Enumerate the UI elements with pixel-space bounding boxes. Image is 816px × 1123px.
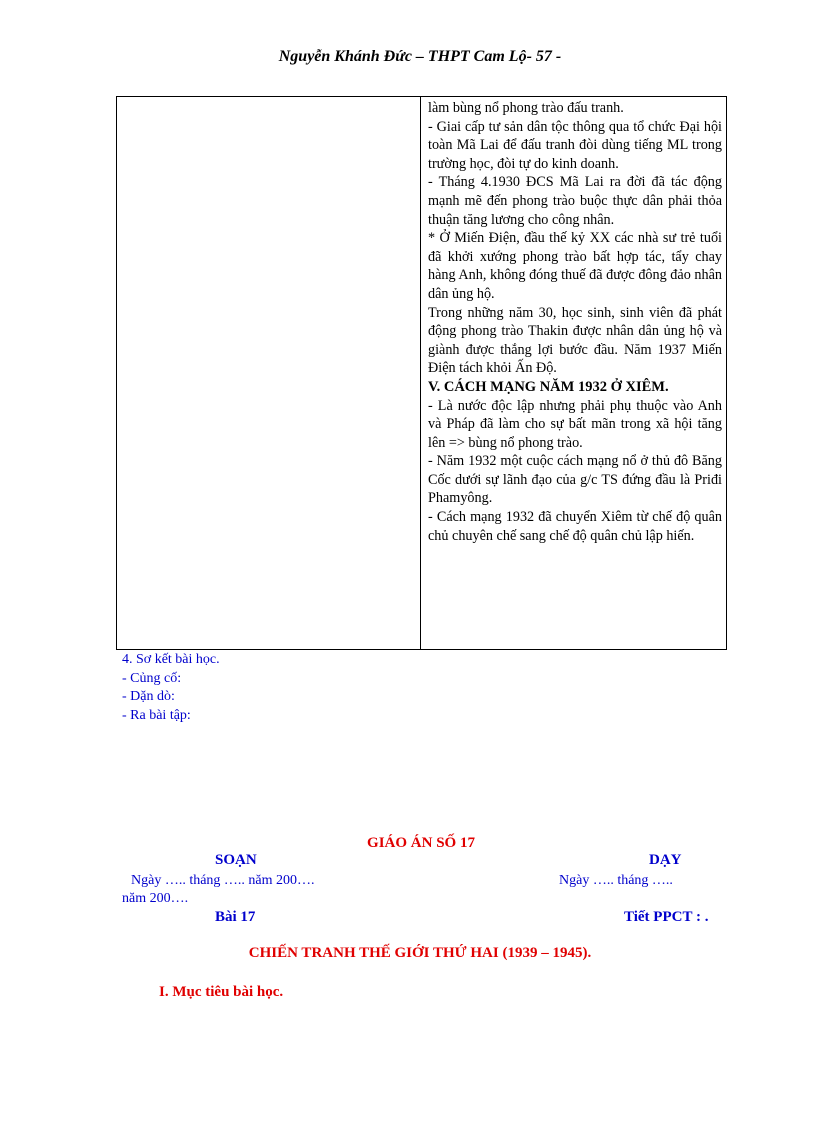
soan-label: SOẠN: [215, 852, 257, 868]
page-header: Nguyễn Khánh Đức – THPT Cam Lộ- 57 -: [278, 48, 562, 65]
paragraph: làm bùng nổ phong trào đấu tranh.: [428, 100, 624, 116]
table-left-cell: [117, 97, 421, 650]
paragraph: - Năm 1932 một cuộc cách mạng nổ ở thủ đô Băng Cốc dưới sự lãnh đạo của g/c TS đứng đầu là Priđi Phamyông.: [428, 453, 722, 507]
day-date: Ngày ….. tháng …..: [559, 873, 673, 888]
summary-item: - Củng cố:: [122, 670, 182, 686]
paragraph: Trong những năm 30, học sinh, sinh viên đã phát động phong trào Thakin được nhân dân ủng hộ và giành được thắng lợi bước đầu. Năm 1937 Miến Điện tách khỏi Ấn Độ.: [428, 304, 722, 377]
lesson-table: [116, 96, 727, 650]
summary-item: - Dặn dò:: [122, 689, 175, 705]
plan-title: GIÁO ÁN SỐ 17: [367, 835, 475, 851]
objective-heading: I. Mục tiêu bài học.: [159, 984, 284, 1000]
paragraph: - Tháng 4.1930 ĐCS Mã Lai ra đời đã tác động mạnh mẽ đến phong trào buộc thực dân phải thỏa thuận tăng lương cho công nhân.: [428, 174, 722, 228]
summary-item: - Ra bài tập:: [122, 707, 191, 723]
date-continuation: năm 200….: [122, 891, 189, 906]
lesson-summary: [122, 651, 220, 725]
paragraph: * Ở Miến Điện, đầu thế kỷ XX các nhà sư trẻ tuổi đã khởi xướng phong trào bất hợp tác, tẩy chay hàng Anh, không đóng thuế đã được đông đảo nhân dân ủng hộ.: [428, 230, 722, 302]
lesson-title: CHIẾN TRANH THẾ GIỚI THỨ HAI (1939 – 1945).: [248, 945, 592, 961]
paragraph: - Giai cấp tư sản dân tộc thông qua tổ chức Đại hội toàn Mã Lai để đấu tranh đòi dùng tiếng ML trong trường học, đòi tự do kinh doanh.: [428, 118, 722, 172]
lesson-number: Bài 17: [215, 909, 256, 925]
soan-date: Ngày ….. tháng ….. năm 200….: [131, 873, 315, 888]
period-label: Tiết PPCT : .: [624, 909, 709, 925]
table-right-cell: [421, 97, 727, 650]
day-label: DẠY: [649, 852, 682, 868]
paragraph: - Cách mạng 1932 đã chuyển Xiêm từ chế độ quân chủ chuyên chế sang chế độ quân chủ lập hiến.: [428, 509, 722, 544]
paragraph: - Là nước độc lập nhưng phải phụ thuộc vào Anh và Pháp đã làm cho sự bất mãn trong xã hội tăng lên => bùng nổ phong trào.: [428, 397, 722, 451]
summary-title: 4. Sơ kết bài học.: [122, 652, 220, 667]
section-heading: V. CÁCH MẠNG NĂM 1932 Ở XIÊM.: [428, 378, 669, 395]
